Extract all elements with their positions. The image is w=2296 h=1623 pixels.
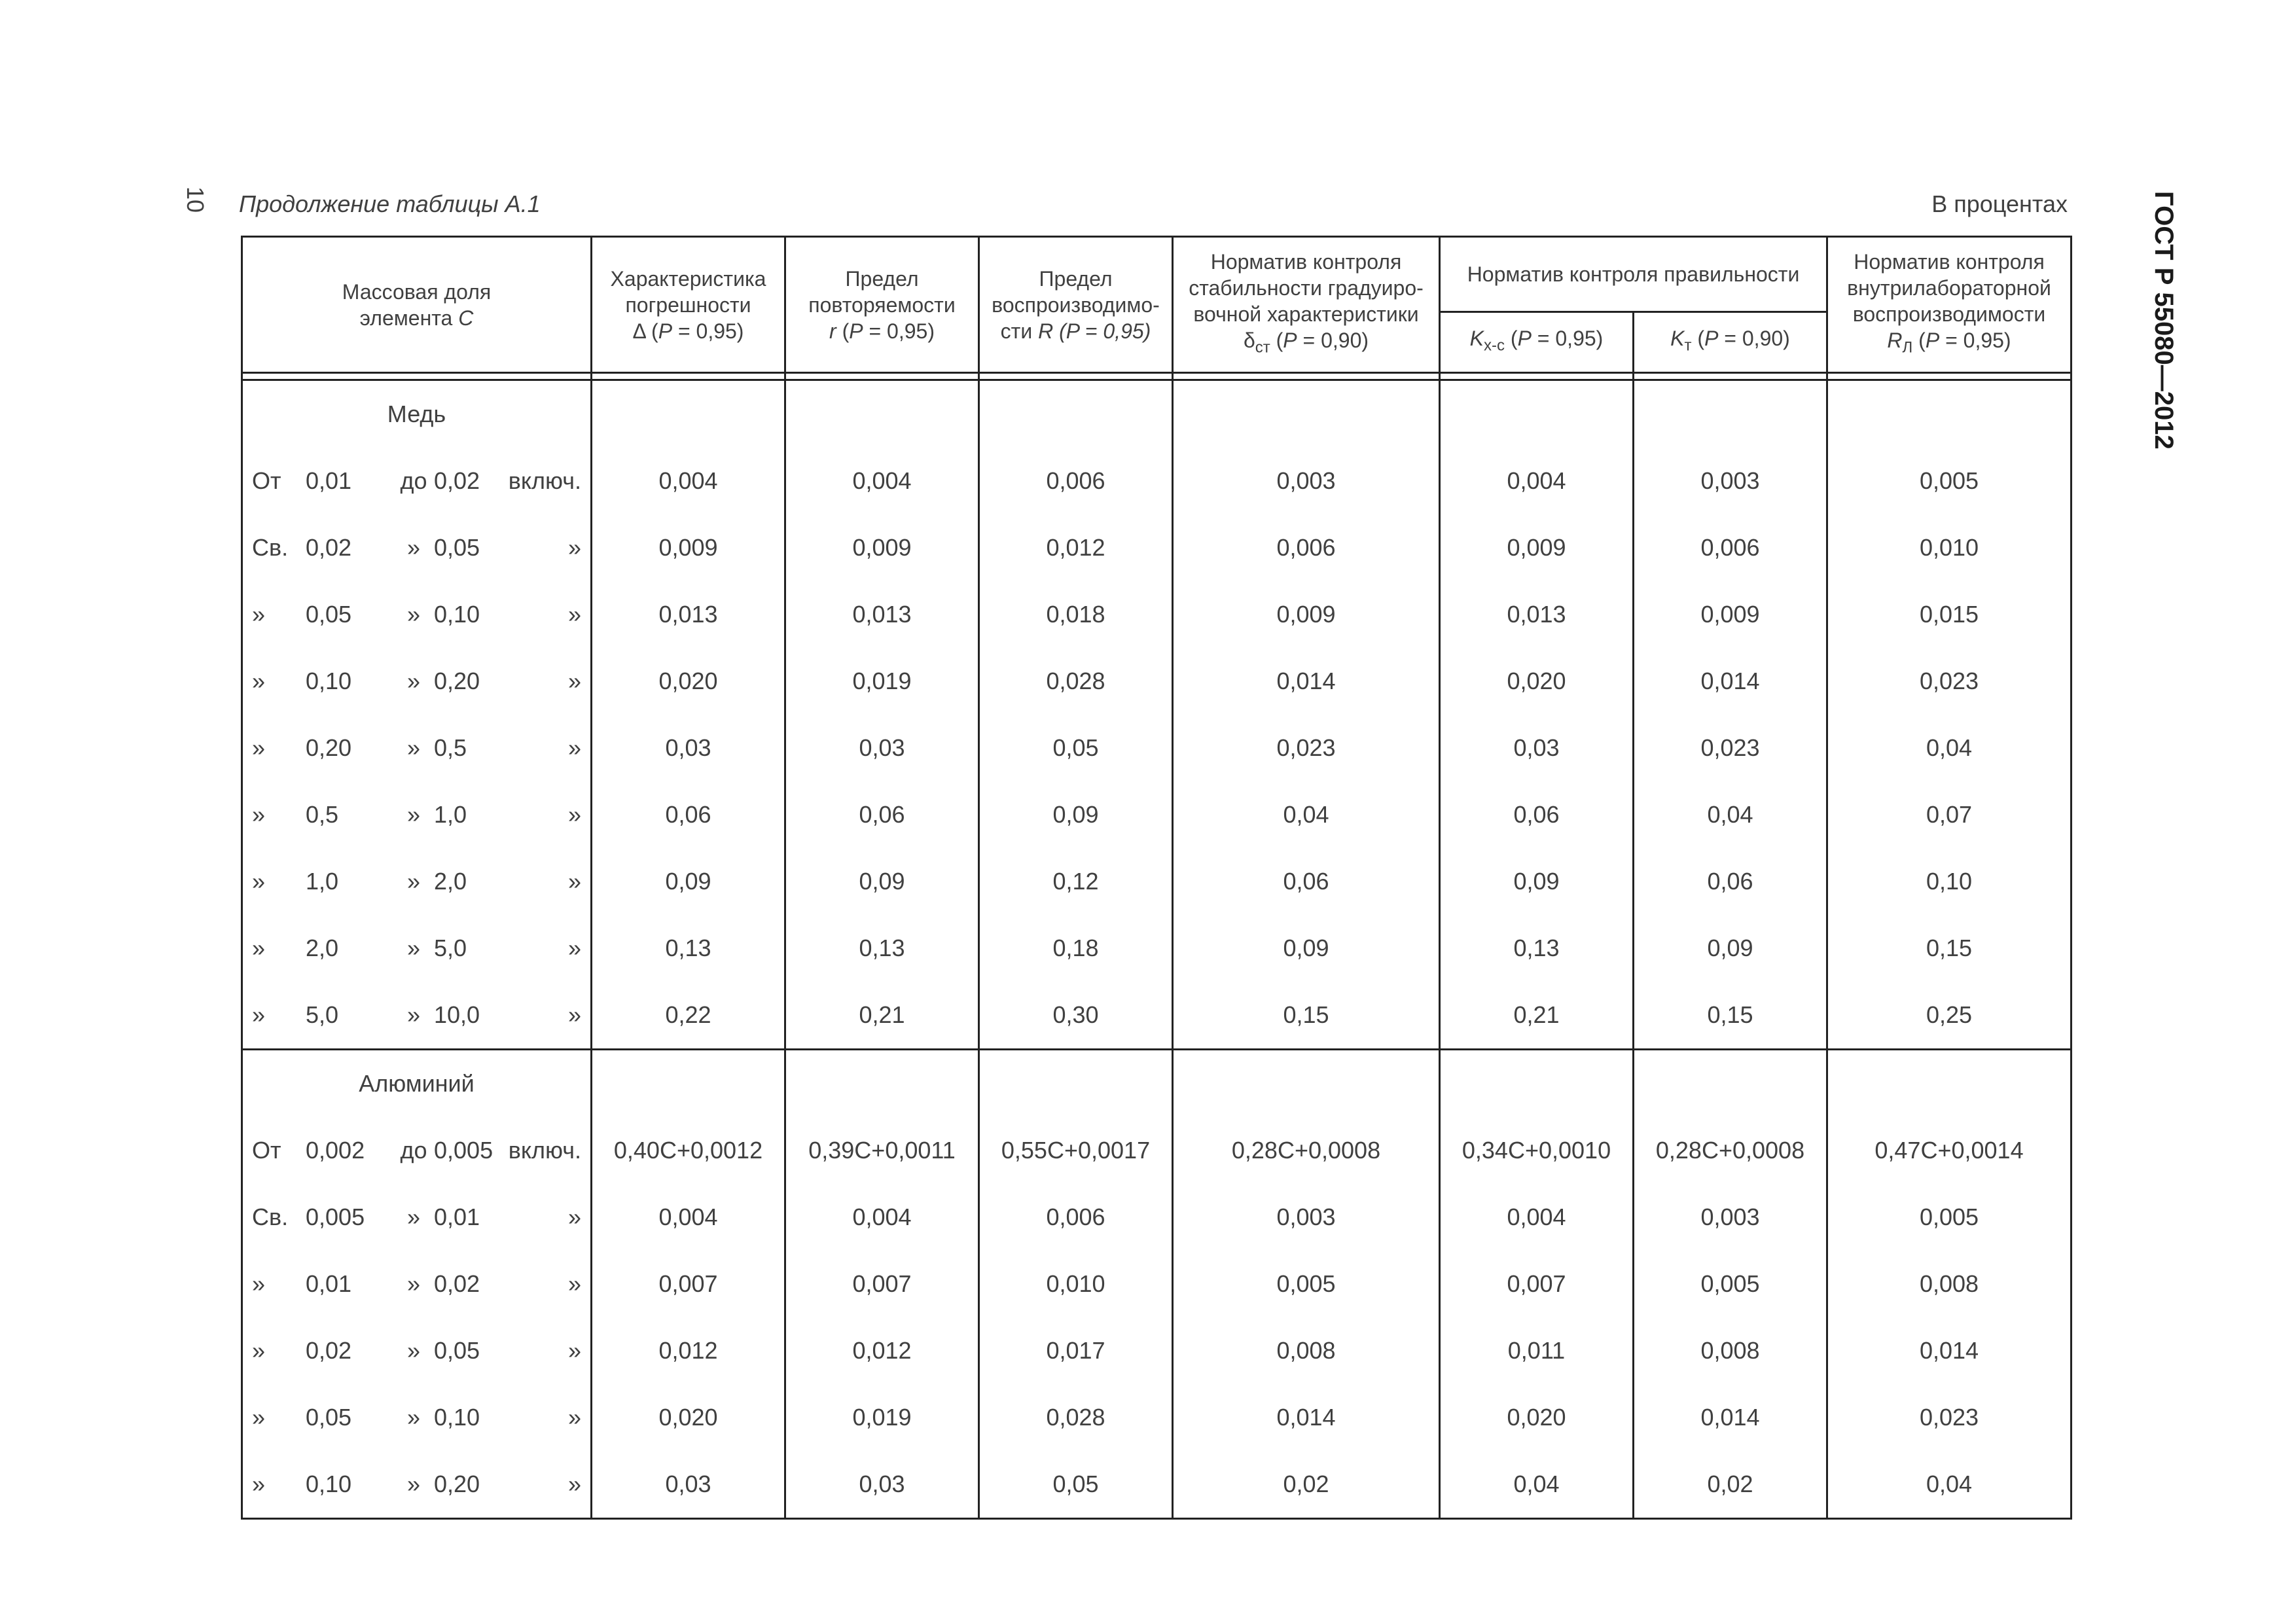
range-to-word: » <box>406 734 421 761</box>
value-cell: 0,006 <box>979 1184 1173 1251</box>
value-cell: 0,47С+0,0014 <box>1827 1117 2072 1184</box>
table-row <box>242 982 2072 1050</box>
value-cell: 0,028 <box>979 1384 1173 1451</box>
value-cell: 0,03 <box>785 1451 979 1519</box>
range-cell <box>242 514 592 581</box>
header-stability-control: Норматив контроля стабильности градуиро- вочной характеристики $\delta_{ст}$ (Р = 0,90) <box>1173 237 1440 373</box>
table-row <box>242 1184 2072 1251</box>
value-cell: 0,012 <box>785 1317 979 1384</box>
range-to: 0,05 <box>434 534 480 561</box>
value-cell: 0,25 <box>1827 982 2072 1050</box>
value-cell: 0,014 <box>1827 1317 2072 1384</box>
value-cell: 0,004 <box>785 448 979 514</box>
value-cell: 0,09 <box>785 848 979 915</box>
mass-fraction-range <box>243 668 590 694</box>
value-cell: 0,04 <box>1827 1451 2072 1519</box>
table-row <box>242 1251 2072 1317</box>
range-to: 0,20 <box>434 668 480 694</box>
value-cell: 0,012 <box>592 1317 785 1384</box>
value-cell: 0,15 <box>1634 982 1827 1050</box>
section-heading-cell <box>242 380 592 448</box>
range-from: 0,10 <box>306 1471 352 1497</box>
range-suffix: » <box>567 1471 581 1497</box>
range-suffix: » <box>567 668 581 694</box>
value-cell: 0,13 <box>785 915 979 982</box>
range-from: 0,20 <box>306 734 352 761</box>
range-to-word: » <box>406 1404 421 1431</box>
range-cell <box>242 781 592 848</box>
range-to: 0,05 <box>434 1337 480 1364</box>
range-prefix: » <box>252 668 266 694</box>
range-prefix: » <box>252 868 266 895</box>
table-row <box>242 1317 2072 1384</box>
header-correctness-control: Норматив контроля правильности <box>1440 237 1827 312</box>
value-cell: 0,40С+0,0012 <box>592 1117 785 1184</box>
mass-fraction-range <box>243 802 590 828</box>
range-to-word: » <box>406 534 421 561</box>
header-separator <box>242 373 2072 380</box>
value-cell: 0,13 <box>592 915 785 982</box>
mass-fraction-range <box>243 1404 590 1431</box>
range-from: 0,02 <box>306 534 352 561</box>
empty-cell <box>1827 380 2072 448</box>
value-cell: 0,020 <box>1440 1384 1634 1451</box>
range-from: 0,02 <box>306 1337 352 1364</box>
value-cell: 0,006 <box>1173 514 1440 581</box>
range-from: 0,002 <box>306 1137 365 1164</box>
range-cell <box>242 1384 592 1451</box>
range-to-word: » <box>406 668 421 694</box>
range-from: 0,05 <box>306 1404 352 1431</box>
header-intralab-control: Норматив контроля внутрилабораторной воспроизводимости $R_Л$ (Р = 0,95) <box>1827 237 2072 373</box>
value-cell: 0,013 <box>785 581 979 648</box>
value-cell: 0,28С+0,0008 <box>1173 1117 1440 1184</box>
range-prefix: » <box>252 1471 266 1497</box>
range-to: 0,02 <box>434 467 480 494</box>
value-cell: 0,020 <box>592 648 785 715</box>
value-cell: 0,008 <box>1827 1251 2072 1317</box>
range-suffix: » <box>567 801 581 828</box>
range-cell <box>242 581 592 648</box>
range-to-word: » <box>406 1270 421 1297</box>
range-to-word: » <box>406 1204 421 1230</box>
range-to-word: до <box>400 467 427 494</box>
value-cell: 0,005 <box>1827 448 2072 514</box>
mass-fraction-range <box>243 1002 590 1028</box>
value-cell: 0,28С+0,0008 <box>1634 1117 1827 1184</box>
document-standard-title: ГОСТ Р 55080—2012 <box>2149 191 2178 450</box>
empty-cell <box>785 380 979 448</box>
value-cell: 0,05 <box>979 1451 1173 1519</box>
value-cell: 0,21 <box>785 982 979 1050</box>
value-cell: 0,13 <box>1440 915 1634 982</box>
range-suffix: » <box>567 601 581 628</box>
range-cell <box>242 648 592 715</box>
value-cell: 0,008 <box>1634 1317 1827 1384</box>
value-cell: 0,013 <box>592 581 785 648</box>
range-from: 0,005 <box>306 1204 365 1230</box>
table-body <box>242 373 2072 1519</box>
value-cell: 0,014 <box>1634 1384 1827 1451</box>
header-k-t: $K_т$ (Р = 0,90) <box>1634 312 1827 373</box>
value-cell: 0,02 <box>1173 1451 1440 1519</box>
empty-cell <box>1634 380 1827 448</box>
mass-fraction-range <box>243 735 590 761</box>
range-from: 0,01 <box>306 1270 352 1297</box>
range-cell <box>242 448 592 514</box>
empty-cell <box>785 1050 979 1118</box>
value-cell: 0,04 <box>1634 781 1827 848</box>
range-cell <box>242 848 592 915</box>
range-to: 0,01 <box>434 1204 480 1230</box>
mass-fraction-range <box>243 468 590 494</box>
value-cell: 0,22 <box>592 982 785 1050</box>
table-row <box>242 581 2072 648</box>
value-cell: 0,007 <box>592 1251 785 1317</box>
value-cell: 0,55С+0,0017 <box>979 1117 1173 1184</box>
value-cell: 0,07 <box>1827 781 2072 848</box>
value-cell: 0,34С+0,0010 <box>1440 1117 1634 1184</box>
range-to: 1,0 <box>434 801 467 828</box>
value-cell: 0,12 <box>979 848 1173 915</box>
value-cell: 0,003 <box>1634 448 1827 514</box>
value-cell: 0,005 <box>1827 1184 2072 1251</box>
range-from: 0,5 <box>306 801 339 828</box>
range-prefix: » <box>252 1337 266 1364</box>
value-cell: 0,10 <box>1827 848 2072 915</box>
header-mass-fraction: Массовая доля элемента С <box>242 237 592 373</box>
range-from: 0,05 <box>306 601 352 628</box>
value-cell: 0,009 <box>1173 581 1440 648</box>
empty-cell <box>592 1050 785 1118</box>
value-cell: 0,014 <box>1173 1384 1440 1451</box>
section-heading-cell <box>242 1050 592 1118</box>
range-from: 2,0 <box>306 935 339 961</box>
value-cell: 0,06 <box>785 781 979 848</box>
value-cell: 0,06 <box>1173 848 1440 915</box>
range-cell <box>242 715 592 781</box>
mass-fraction-range <box>243 1204 590 1230</box>
range-from: 0,01 <box>306 467 352 494</box>
table-row <box>242 1117 2072 1184</box>
range-to: 5,0 <box>434 935 467 961</box>
table-row <box>242 848 2072 915</box>
value-cell: 0,09 <box>1440 848 1634 915</box>
empty-cell <box>1440 380 1634 448</box>
value-cell: 0,003 <box>1173 448 1440 514</box>
range-prefix: » <box>252 601 266 628</box>
value-cell: 0,09 <box>592 848 785 915</box>
value-cell: 0,30 <box>979 982 1173 1050</box>
mass-fraction-range <box>243 1338 590 1364</box>
range-prefix: От <box>252 467 281 494</box>
value-cell: 0,04 <box>1827 715 2072 781</box>
range-suffix: » <box>567 935 581 961</box>
range-cell <box>242 1317 592 1384</box>
value-cell: 0,007 <box>1440 1251 1634 1317</box>
range-to: 0,5 <box>434 734 467 761</box>
range-suffix: » <box>567 1001 581 1028</box>
section-heading-row <box>242 1050 2072 1118</box>
table-row <box>242 715 2072 781</box>
header-error-characteristic: Характеристика погрешности Δ (Р = 0,95) <box>592 237 785 373</box>
value-cell: 0,013 <box>1440 581 1634 648</box>
value-cell: 0,019 <box>785 648 979 715</box>
value-cell: 0,010 <box>1827 514 2072 581</box>
value-cell: 0,028 <box>979 648 1173 715</box>
header-reproducibility-limit: Предел воспроизводимо- сти R (P = 0,95) <box>979 237 1173 373</box>
value-cell: 0,005 <box>1173 1251 1440 1317</box>
value-cell: 0,009 <box>592 514 785 581</box>
value-cell: 0,023 <box>1827 648 2072 715</box>
range-to: 0,005 <box>434 1137 493 1164</box>
header-repeatability-limit: Предел повторяемости r (Р = 0,95) <box>785 237 979 373</box>
value-cell: 0,020 <box>592 1384 785 1451</box>
value-cell: 0,05 <box>979 715 1173 781</box>
range-prefix: » <box>252 1001 266 1028</box>
table-row <box>242 915 2072 982</box>
value-cell: 0,023 <box>1634 715 1827 781</box>
value-cell: 0,023 <box>1827 1384 2072 1451</box>
tolerance-table <box>241 236 2072 1520</box>
range-to: 10,0 <box>434 1001 480 1028</box>
range-to-word: » <box>406 1001 421 1028</box>
value-cell: 0,004 <box>1440 1184 1634 1251</box>
section-name: Алюминий <box>359 1070 475 1097</box>
range-suffix: » <box>567 734 581 761</box>
range-suffix: » <box>567 1404 581 1431</box>
value-cell: 0,003 <box>1173 1184 1440 1251</box>
value-cell: 0,03 <box>592 1451 785 1519</box>
range-cell <box>242 1451 592 1519</box>
mass-fraction-range <box>243 601 590 628</box>
range-cell <box>242 1184 592 1251</box>
value-cell: 0,014 <box>1634 648 1827 715</box>
empty-cell <box>1440 1050 1634 1118</box>
value-cell: 0,06 <box>1440 781 1634 848</box>
range-prefix: » <box>252 935 266 961</box>
range-to: 0,10 <box>434 601 480 628</box>
value-cell: 0,09 <box>1173 915 1440 982</box>
range-prefix: Св. <box>252 1204 289 1230</box>
value-cell: 0,006 <box>1634 514 1827 581</box>
range-to-word: » <box>406 1337 421 1364</box>
value-cell: 0,004 <box>592 448 785 514</box>
value-cell: 0,018 <box>979 581 1173 648</box>
value-cell: 0,39С+0,0011 <box>785 1117 979 1184</box>
value-cell: 0,02 <box>1634 1451 1827 1519</box>
range-suffix: включ. <box>508 467 581 494</box>
mass-fraction-range <box>243 868 590 895</box>
value-cell: 0,003 <box>1634 1184 1827 1251</box>
units-label: В процентах <box>1931 190 2068 217</box>
value-cell: 0,019 <box>785 1384 979 1451</box>
range-to-word: » <box>406 801 421 828</box>
range-suffix: » <box>567 868 581 895</box>
value-cell: 0,009 <box>785 514 979 581</box>
value-cell: 0,005 <box>1634 1251 1827 1317</box>
range-prefix: » <box>252 1270 266 1297</box>
empty-cell <box>592 380 785 448</box>
value-cell: 0,009 <box>1634 581 1827 648</box>
empty-cell <box>1827 1050 2072 1118</box>
value-cell: 0,020 <box>1440 648 1634 715</box>
range-to-word: » <box>406 601 421 628</box>
value-cell: 0,03 <box>785 715 979 781</box>
table-caption: Продолжение таблицы А.1 <box>239 190 541 217</box>
range-to-word: » <box>406 868 421 895</box>
range-prefix: Св. <box>252 534 289 561</box>
range-cell <box>242 1117 592 1184</box>
value-cell: 0,18 <box>979 915 1173 982</box>
value-cell: 0,012 <box>979 514 1173 581</box>
range-suffix: включ. <box>508 1137 581 1164</box>
range-suffix: » <box>567 1337 581 1364</box>
section-name: Медь <box>387 401 446 427</box>
empty-cell <box>1173 380 1440 448</box>
table-row <box>242 648 2072 715</box>
value-cell: 0,09 <box>1634 915 1827 982</box>
empty-cell <box>1634 1050 1827 1118</box>
range-to: 0,10 <box>434 1404 480 1431</box>
range-prefix: » <box>252 801 266 828</box>
value-cell: 0,004 <box>592 1184 785 1251</box>
range-to-word: до <box>400 1137 427 1164</box>
range-cell <box>242 915 592 982</box>
value-cell: 0,04 <box>1440 1451 1634 1519</box>
empty-cell <box>979 1050 1173 1118</box>
value-cell: 0,004 <box>785 1184 979 1251</box>
range-suffix: » <box>567 1204 581 1230</box>
range-to: 0,02 <box>434 1270 480 1297</box>
range-suffix: » <box>567 534 581 561</box>
value-cell: 0,03 <box>592 715 785 781</box>
value-cell: 0,007 <box>785 1251 979 1317</box>
table-row <box>242 781 2072 848</box>
range-cell <box>242 982 592 1050</box>
range-from: 0,10 <box>306 668 352 694</box>
empty-cell <box>1173 1050 1440 1118</box>
value-cell: 0,15 <box>1173 982 1440 1050</box>
header-k-xc: $K_{х-с}$ (Р = 0,95) <box>1440 312 1634 373</box>
value-cell: 0,008 <box>1173 1317 1440 1384</box>
range-to: 2,0 <box>434 868 467 895</box>
value-cell: 0,011 <box>1440 1317 1634 1384</box>
range-cell <box>242 1251 592 1317</box>
mass-fraction-range <box>243 935 590 961</box>
value-cell: 0,15 <box>1827 915 2072 982</box>
value-cell: 0,03 <box>1440 715 1634 781</box>
range-to-word: » <box>406 935 421 961</box>
value-cell: 0,014 <box>1173 648 1440 715</box>
range-from: 1,0 <box>306 868 339 895</box>
value-cell: 0,04 <box>1173 781 1440 848</box>
value-cell: 0,004 <box>1440 448 1634 514</box>
table-row <box>242 514 2072 581</box>
value-cell: 0,06 <box>592 781 785 848</box>
mass-fraction-range <box>243 1471 590 1497</box>
table-row <box>242 1451 2072 1519</box>
empty-cell <box>979 380 1173 448</box>
mass-fraction-range <box>243 1271 590 1297</box>
value-cell: 0,09 <box>979 781 1173 848</box>
value-cell: 0,06 <box>1634 848 1827 915</box>
range-to-word: » <box>406 1471 421 1497</box>
value-cell: 0,009 <box>1440 514 1634 581</box>
table-row <box>242 448 2072 514</box>
section-heading-row <box>242 380 2072 448</box>
range-suffix: » <box>567 1270 581 1297</box>
page-number: 10 <box>182 187 209 213</box>
mass-fraction-range <box>243 1137 590 1164</box>
range-prefix: » <box>252 1404 266 1431</box>
value-cell: 0,023 <box>1173 715 1440 781</box>
value-cell: 0,21 <box>1440 982 1634 1050</box>
value-cell: 0,010 <box>979 1251 1173 1317</box>
value-cell: 0,006 <box>979 448 1173 514</box>
table-row <box>242 1384 2072 1451</box>
mass-fraction-range <box>243 535 590 561</box>
value-cell: 0,015 <box>1827 581 2072 648</box>
range-from: 5,0 <box>306 1001 339 1028</box>
range-prefix: » <box>252 734 266 761</box>
value-cell: 0,017 <box>979 1317 1173 1384</box>
range-to: 0,20 <box>434 1471 480 1497</box>
range-prefix: От <box>252 1137 281 1164</box>
